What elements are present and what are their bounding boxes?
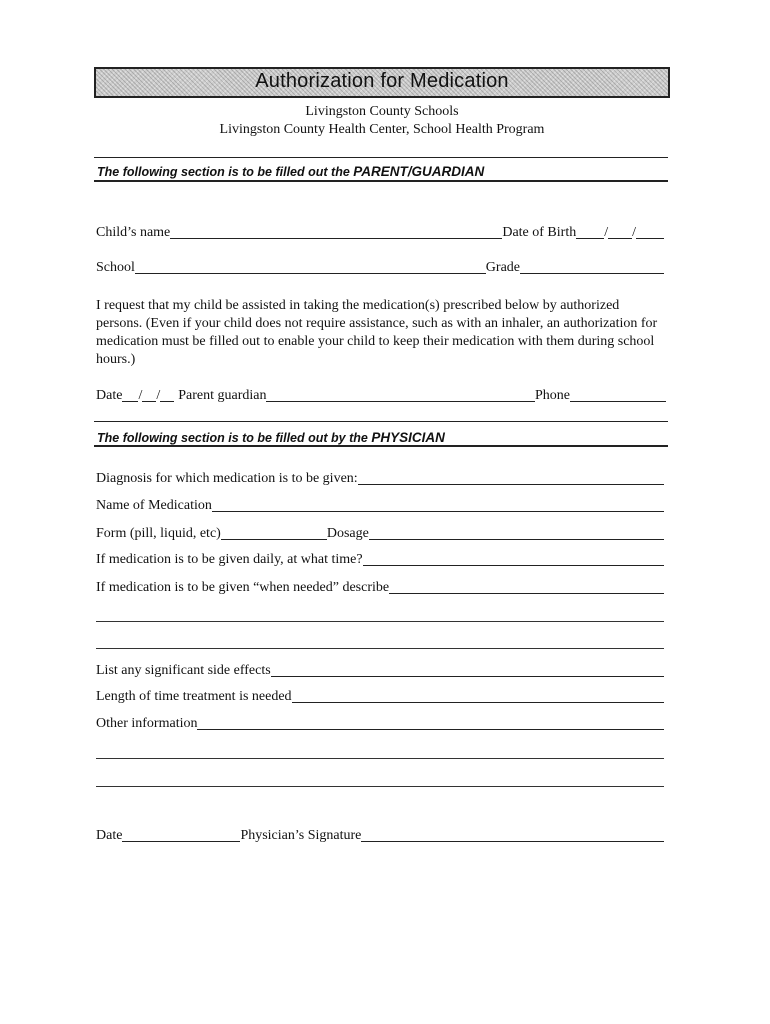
header-line-2: Livingston County Health Center, School Health Program [219, 122, 545, 137]
physician-date-label: Date [96, 828, 123, 843]
form-title-banner [94, 67, 670, 98]
child-name-label: Child’s name [96, 225, 171, 240]
grade-label: Grade [485, 260, 520, 275]
when-needed-row [96, 579, 664, 596]
other-info-field[interactable] [197, 715, 664, 730]
medication-name-label: Name of Medication [96, 498, 212, 513]
parent-heading-text: The following section is to be filled out the [97, 165, 354, 179]
diagnosis-row [96, 470, 664, 487]
when-needed-extra-line[interactable] [96, 621, 664, 622]
form-field[interactable] [221, 525, 327, 540]
header-line-1: Livingston County Schools [305, 104, 459, 119]
treatment-length-row [96, 688, 664, 705]
side-effects-label: List any significant side effects [96, 663, 271, 678]
form-dosage-row [96, 525, 664, 542]
physician-heading-text: The following section is to be filled out by the [97, 431, 372, 445]
medication-name-row [96, 497, 664, 514]
parent-guardian-field[interactable] [266, 387, 535, 402]
parent-section-heading [97, 164, 484, 179]
when-needed-label: If medication is to be given “when needed” describe [96, 580, 390, 595]
phone-label: Phone [535, 388, 570, 403]
school-label: School [96, 260, 135, 275]
other-info-row [96, 715, 664, 732]
dob-field[interactable]: / / [576, 224, 664, 241]
diagnosis-field[interactable] [358, 470, 664, 485]
diagnosis-label: Diagnosis for which medication is to be given: [96, 471, 358, 486]
divider-rule [94, 157, 668, 158]
treatment-length-field[interactable] [292, 688, 664, 703]
divider-rule [94, 180, 668, 182]
other-info-extra-line[interactable] [96, 786, 664, 787]
other-info-extra-line[interactable] [96, 758, 664, 759]
child-name-row [96, 224, 664, 241]
daily-time-field[interactable] [363, 551, 664, 566]
child-name-field[interactable] [170, 224, 502, 239]
side-effects-row [96, 662, 664, 679]
dosage-label: Dosage [326, 526, 369, 541]
school-row [96, 259, 664, 276]
parent-date-label: Date [96, 388, 123, 403]
parent-date-field[interactable]: / / [122, 387, 174, 404]
physician-heading-emphasis: PHYSICIAN [371, 430, 445, 445]
consent-paragraph: I request that my child be assisted in taking the medication(s) prescribed below by authorized persons. (Even if your child does not require assistance, such as with an inhaler, an authorization for medication must be filled out to enable your child to keep their medication with them during school hours.) [96, 298, 658, 367]
daily-time-row [96, 551, 664, 568]
when-needed-extra-line[interactable] [96, 648, 664, 649]
dob-label: Date of Birth [502, 225, 577, 240]
other-info-label: Other information [96, 716, 198, 731]
form-title: Authorization for Medication [255, 70, 509, 92]
grade-field[interactable] [520, 259, 664, 274]
side-effects-field[interactable] [271, 662, 664, 677]
school-field[interactable] [135, 259, 486, 274]
divider-rule [94, 445, 668, 447]
divider-rule [94, 421, 668, 422]
parent-sign-row [96, 387, 666, 404]
physician-section-heading [97, 430, 445, 445]
parent-guardian-label: Parent guardian [178, 388, 267, 403]
form-label: Form (pill, liquid, etc) [96, 526, 221, 541]
parent-heading-emphasis: PARENT/GUARDIAN [353, 164, 485, 179]
physician-signature-label: Physician’s Signature [240, 828, 362, 843]
physician-sign-row [96, 827, 664, 844]
daily-time-label: If medication is to be given daily, at what time? [96, 552, 363, 567]
medication-name-field[interactable] [212, 497, 664, 512]
physician-date-field[interactable] [122, 827, 240, 842]
physician-signature-field[interactable] [361, 827, 664, 842]
dosage-field[interactable] [369, 525, 664, 540]
treatment-length-label: Length of time treatment is needed [96, 689, 292, 704]
phone-field[interactable] [570, 387, 666, 402]
when-needed-field[interactable] [389, 579, 664, 594]
